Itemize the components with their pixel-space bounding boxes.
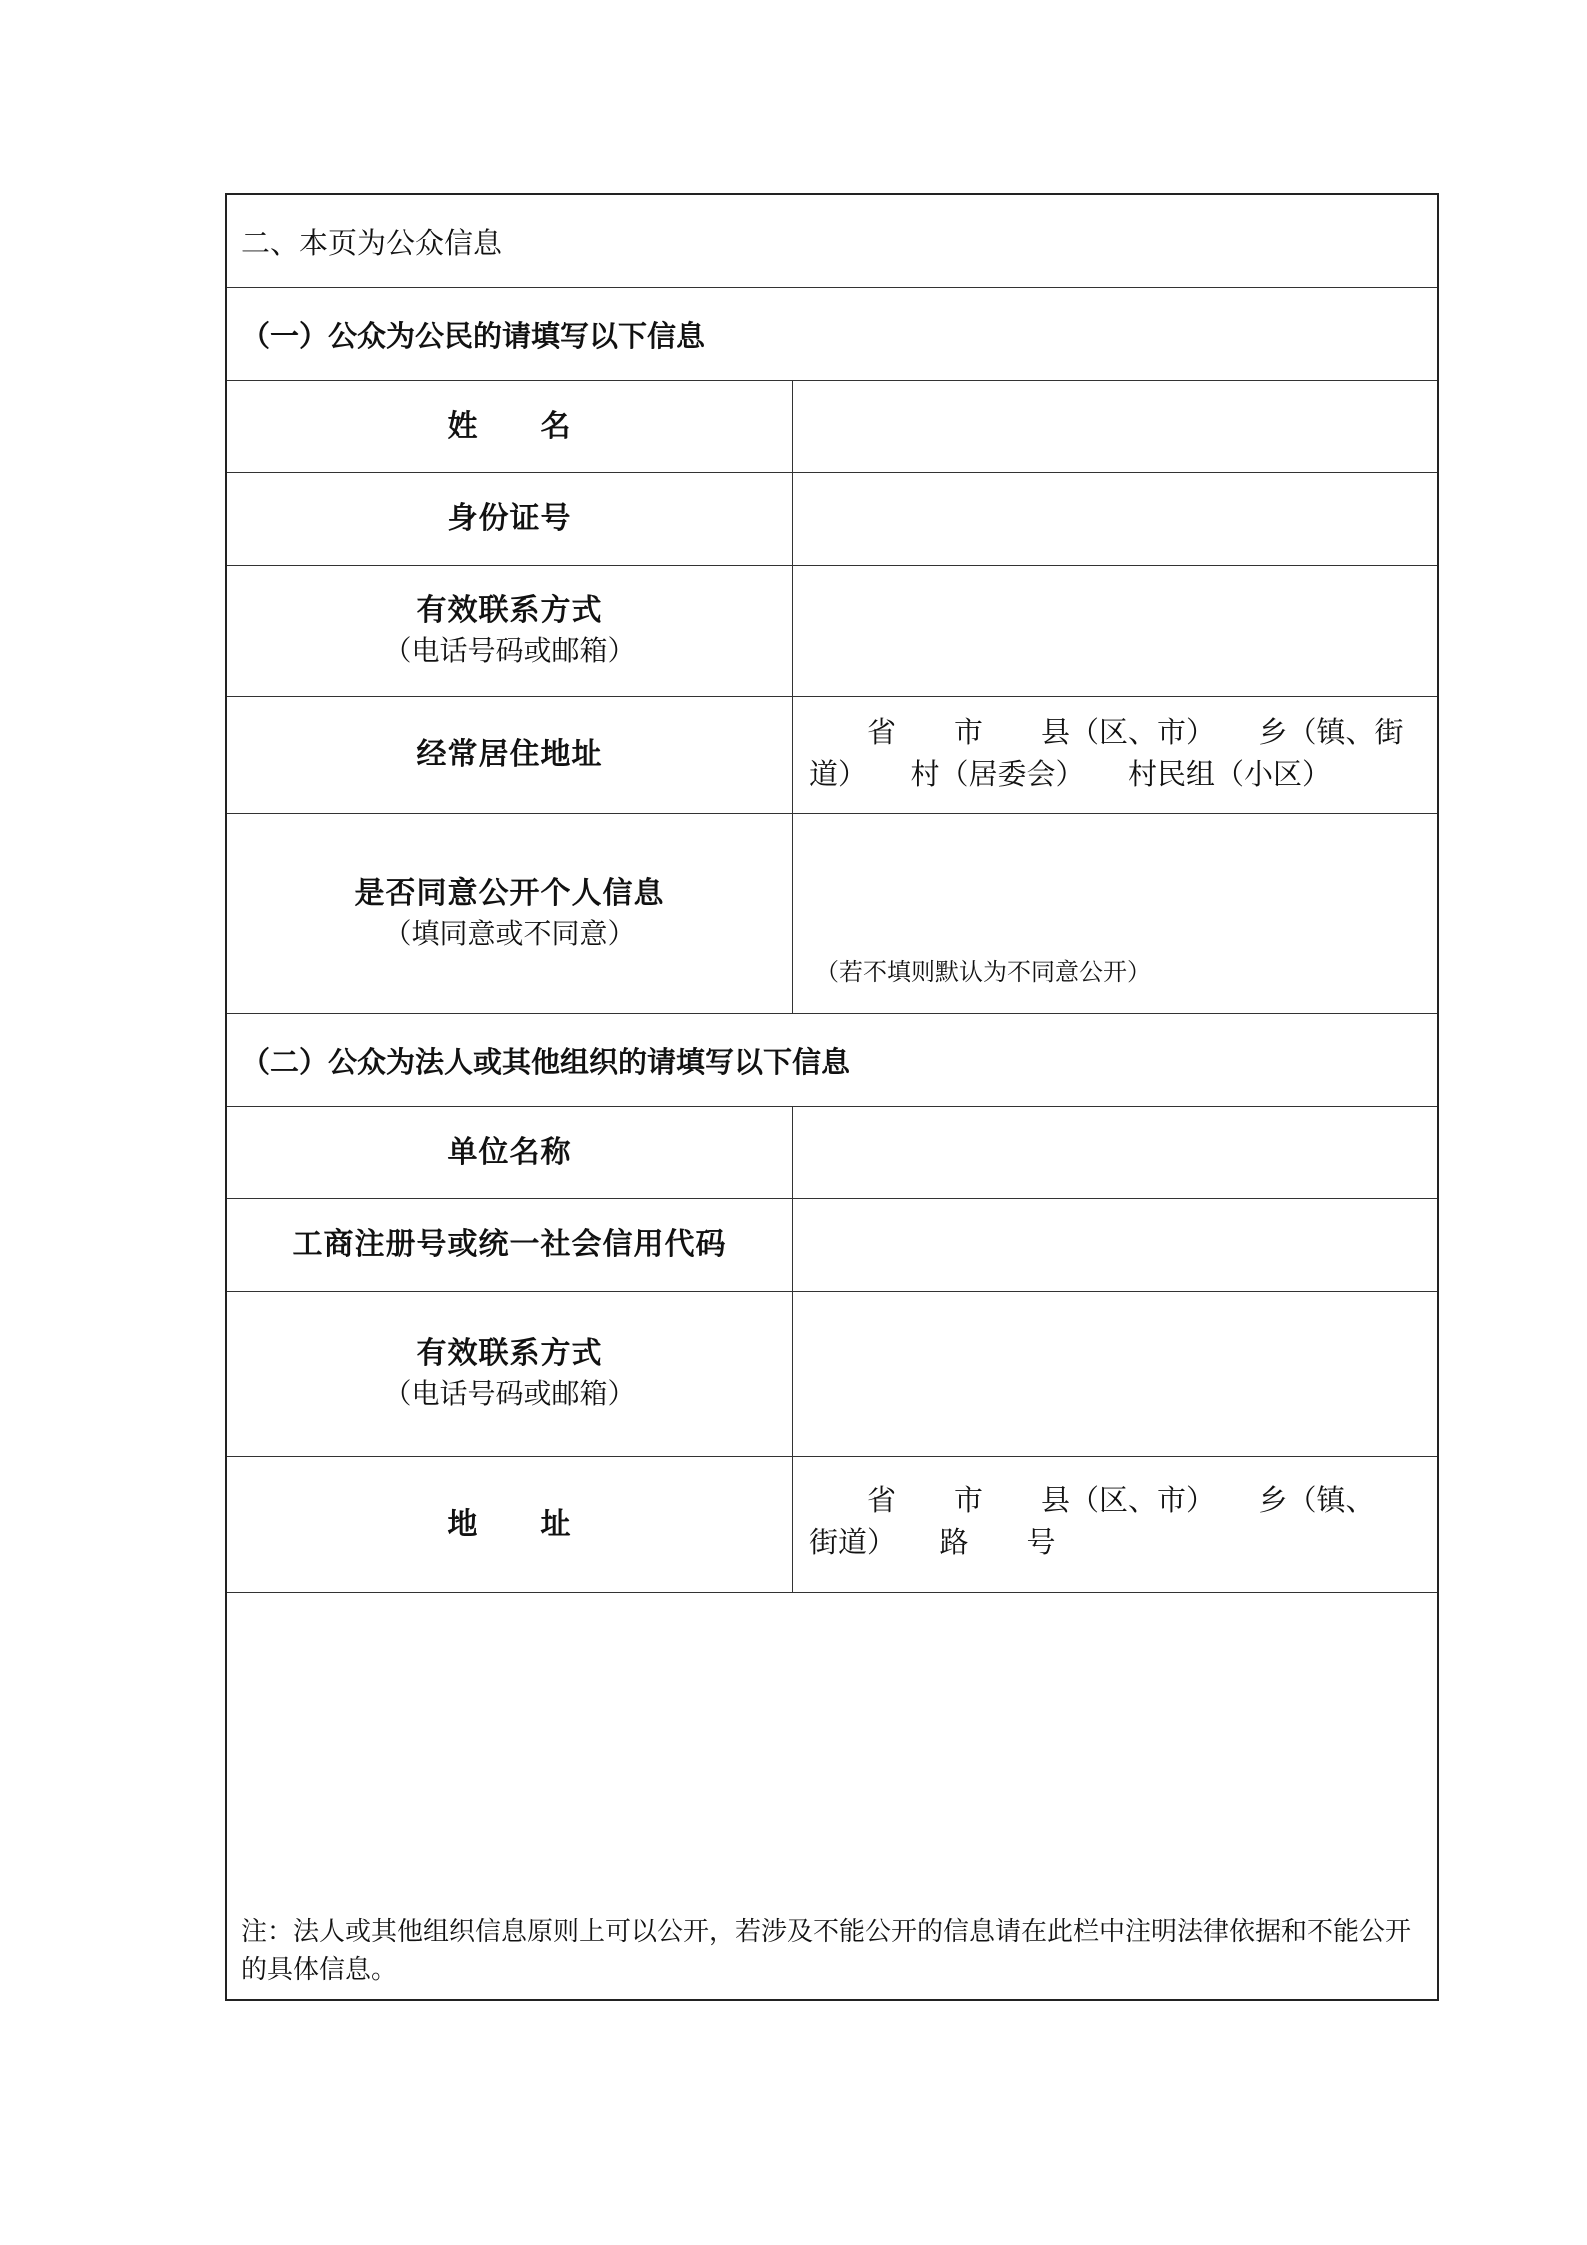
name-label: 姓 名 xyxy=(447,408,572,444)
id-label: 身份证号 xyxy=(447,501,572,536)
section-header xyxy=(227,195,1437,288)
note-row[interactable] xyxy=(227,1593,1437,1999)
registration-label-cell xyxy=(227,1199,793,1291)
name-field[interactable] xyxy=(793,381,1437,472)
registration-field[interactable] xyxy=(793,1199,1437,1291)
org-contact-label-cell xyxy=(227,1292,793,1456)
residence-address-field[interactable] xyxy=(793,697,1437,813)
unit-name-label-cell xyxy=(227,1107,793,1198)
citizen-contact-row xyxy=(227,566,1437,697)
org-contact-label: 有效联系方式 xyxy=(416,1336,603,1371)
citizen-contact-sublabel: （电话号码或邮箱） xyxy=(383,634,636,667)
residence-address-line-1: 省 市 县（区、市） 乡（镇、街 xyxy=(809,715,1404,749)
public-info-form xyxy=(225,193,1439,2001)
org-address-row xyxy=(227,1457,1437,1593)
id-row xyxy=(227,473,1437,566)
consent-label-cell xyxy=(227,814,793,1013)
org-address-line-1: 省 市 县（区、市） 乡（镇、 xyxy=(809,1483,1375,1517)
unit-name-label: 单位名称 xyxy=(447,1134,572,1170)
unit-name-field[interactable] xyxy=(793,1107,1437,1198)
citizen-contact-field[interactable] xyxy=(793,566,1437,696)
name-row xyxy=(227,381,1437,473)
id-field[interactable] xyxy=(793,473,1437,565)
residence-address-row xyxy=(227,697,1437,814)
org-address-field[interactable] xyxy=(793,1457,1437,1592)
org-address-label: 地 址 xyxy=(447,1506,572,1542)
section-header-text: 二、本页为公众信息 xyxy=(241,225,503,260)
org-address-label-cell xyxy=(227,1457,793,1592)
residence-address-label-cell xyxy=(227,697,793,813)
consent-field[interactable] xyxy=(793,814,1437,1013)
org-contact-field[interactable] xyxy=(793,1292,1437,1456)
citizen-section-title xyxy=(227,288,1437,381)
residence-address-label: 经常居住地址 xyxy=(416,737,603,772)
org-contact-sublabel: （电话号码或邮箱） xyxy=(383,1377,636,1410)
org-section-title-text: （二）公众为法人或其他组织的请填写以下信息 xyxy=(241,1044,851,1079)
consent-row xyxy=(227,814,1437,1014)
name-label-cell xyxy=(227,381,793,472)
citizen-contact-label: 有效联系方式 xyxy=(416,593,603,628)
consent-hint: （若不填则默认为不同意公开） xyxy=(815,958,1151,986)
note-text: 注：法人或其他组织信息原则上可以公开，若涉及不能公开的信息请在此栏中注明法律依据和不能公开的具体信息。 xyxy=(241,1917,1412,1985)
citizen-section-title-text: （一）公众为公民的请填写以下信息 xyxy=(241,318,706,353)
unit-name-row xyxy=(227,1107,1437,1199)
citizen-contact-label-cell xyxy=(227,566,793,696)
residence-address-line-2: 道） 村（居委会） 村民组（小区） xyxy=(809,757,1332,791)
org-address-line-2: 街道） 路 号 xyxy=(809,1525,1056,1559)
consent-sublabel: （填同意或不同意） xyxy=(383,916,636,950)
org-contact-row xyxy=(227,1292,1437,1457)
consent-label: 是否同意公开个人信息 xyxy=(354,875,665,911)
registration-label: 工商注册号或统一社会信用代码 xyxy=(292,1227,727,1262)
registration-row xyxy=(227,1199,1437,1292)
id-label-cell xyxy=(227,473,793,565)
org-section-title xyxy=(227,1014,1437,1107)
